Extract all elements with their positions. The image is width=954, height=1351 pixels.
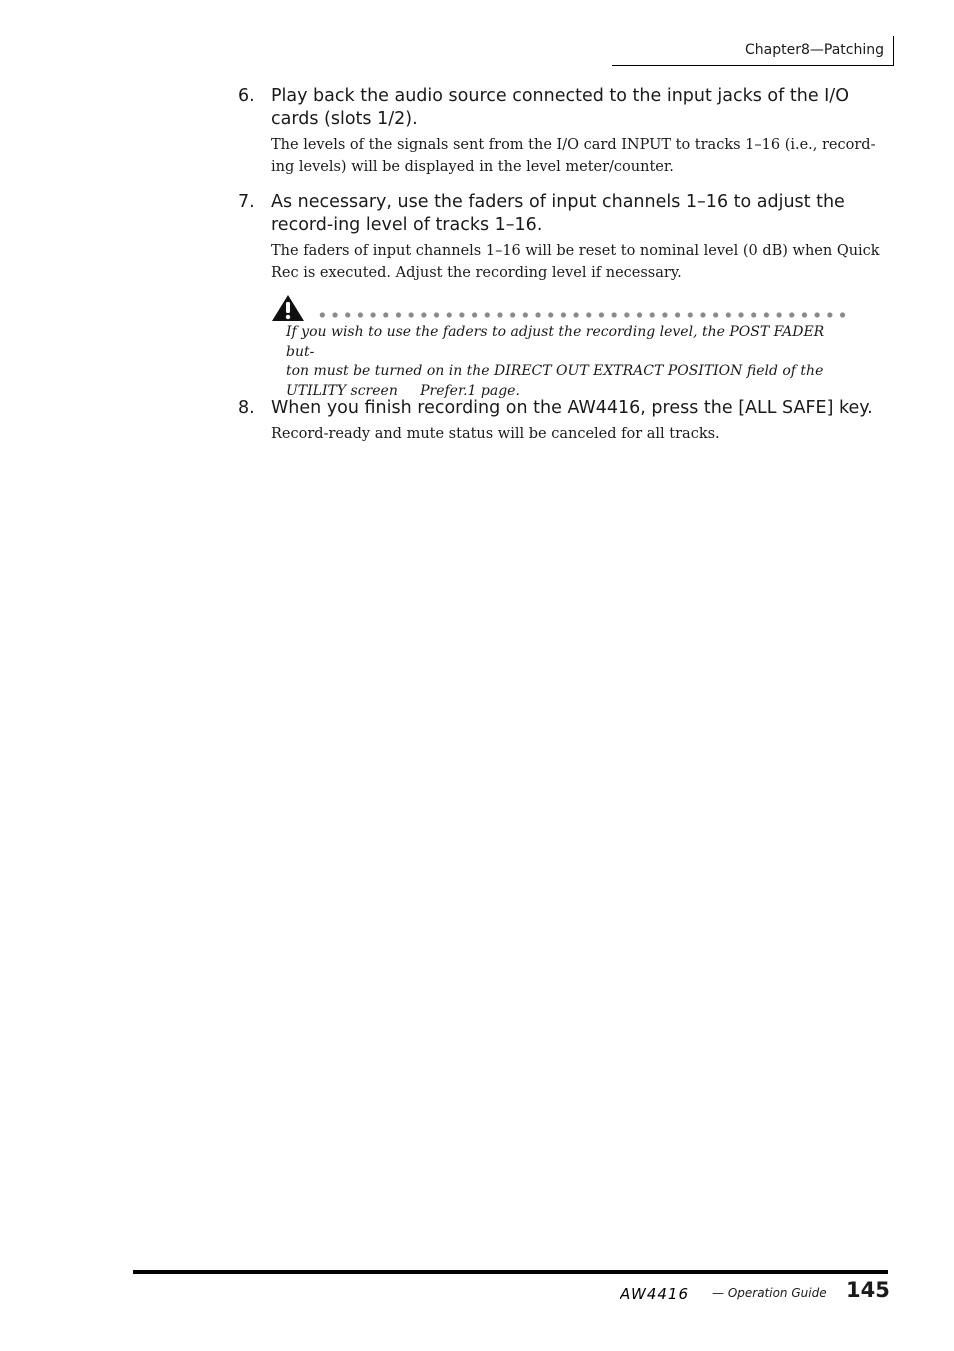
step-number: 7. [238,192,255,212]
step-title: When you finish recording on the AW4416, press the [ALL SAFE] key. [271,398,873,418]
logo-text: AW4416 [620,1285,690,1303]
chapter-title: Chapter8—Patching [745,42,884,58]
step-title: As necessary, use the faders of input channels 1–16 to adjust the record-ing level of tracks 1–16. [271,192,845,235]
footer-rule [133,1270,888,1274]
step-number: 8. [238,398,255,418]
step-8 [238,397,898,446]
note-line: If you wish to use the faders to adjust the recording level, the POST FADER but- [286,324,825,360]
note-line: UTILITY screen Prefer.1 page. [286,382,520,399]
step-description: Record-ready and mute status will be canceled for all tracks. [271,426,720,442]
note-text [286,323,846,401]
running-header [612,36,894,66]
step-description: The levels of the signals sent from the I/O card INPUT to tracks 1–16 (i.e., record-ing levels) will be displayed in the level meter/counter. [271,137,876,175]
step-description: The faders of input channels 1–16 will be reset to nominal level (0 dB) when Quick Rec is executed. Adjust the recording level if necessary. [271,243,880,281]
warning-icon [271,294,305,322]
step-6 [238,85,898,178]
step-title: Play back the audio source connected to the input jacks of the I/O cards (slots 1/2). [271,86,849,129]
page-number: 145 [846,1278,890,1302]
note-line: ton must be turned on in the DIRECT OUT EXTRACT POSITION field of the [286,363,824,379]
step-number: 6. [238,86,255,106]
step-7 [238,191,898,284]
footer-guide-label: — Operation Guide [712,1286,827,1300]
dotted-divider [316,312,851,318]
aw4416-logo [620,1285,710,1303]
